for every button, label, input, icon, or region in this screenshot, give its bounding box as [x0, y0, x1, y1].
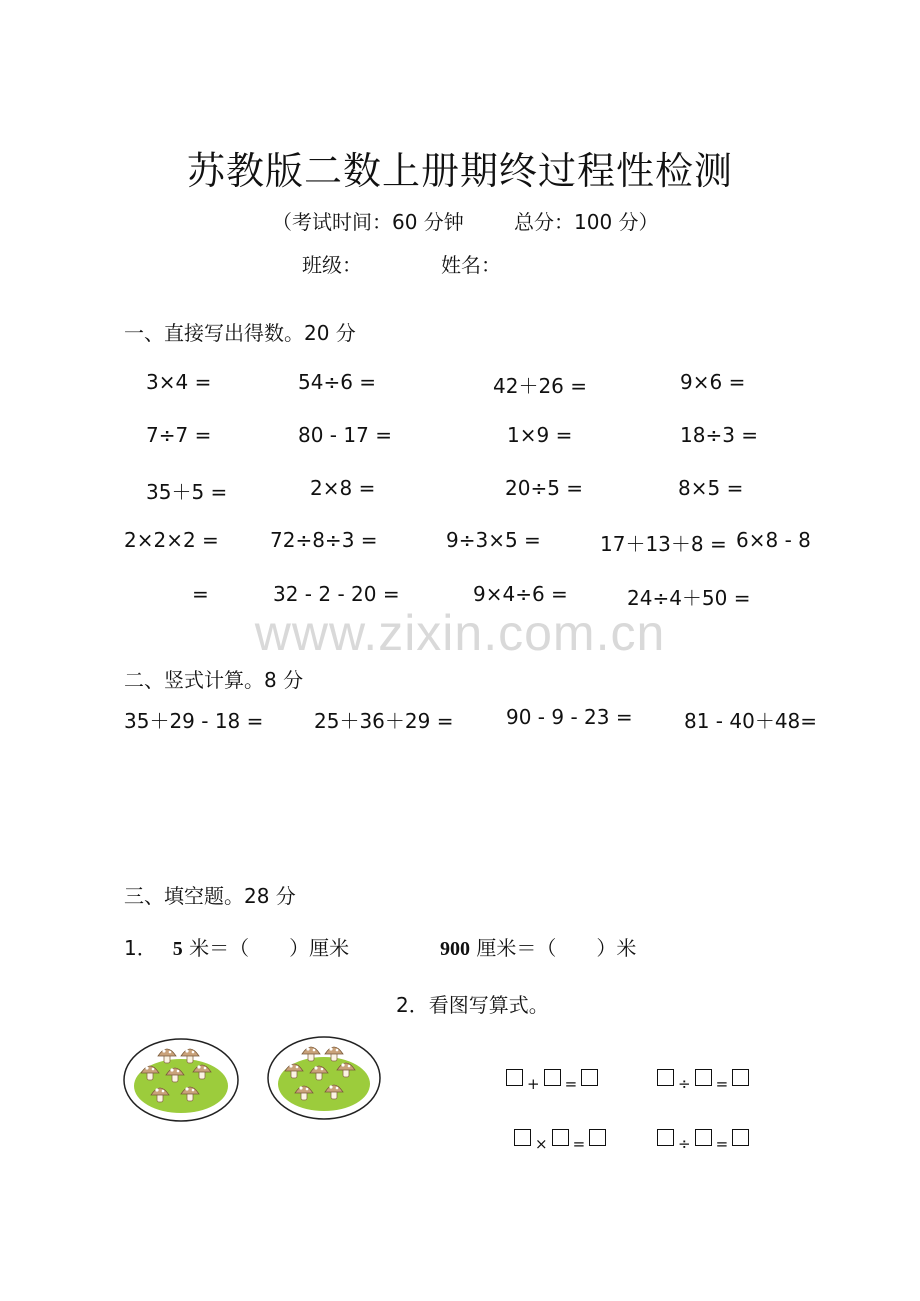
- calc-item: 6×8 - 8: [736, 528, 811, 552]
- equation-4: [657, 1126, 749, 1153]
- operator: ×: [535, 1135, 548, 1153]
- section1-heading: 一、直接写出得数。20 分: [124, 321, 356, 345]
- calc-item: 80 - 17 =: [298, 423, 392, 447]
- mushroom-plate-2: [266, 1035, 382, 1121]
- vertical-calc-item: 35＋29 - 18 =: [124, 709, 264, 733]
- calc-item: 32 - 2 - 20 =: [273, 582, 400, 606]
- calc-item: 35＋5 =: [146, 480, 228, 504]
- mushroom-spot: [162, 1090, 165, 1093]
- mushroom-spot: [170, 1068, 173, 1071]
- question-2-text: 2．看图写算式。: [396, 993, 549, 1017]
- mushroom-spot: [306, 1088, 309, 1091]
- mushroom-spot: [321, 1068, 324, 1071]
- vertical-calc-item: 90 - 9 - 23 =: [506, 705, 633, 729]
- mushroom-spot: [329, 1047, 332, 1050]
- calc-item: 17＋13＋8 =: [600, 532, 727, 556]
- question-1b-text: 厘米＝（ ）米: [470, 936, 637, 960]
- mushroom-spot: [185, 1087, 188, 1090]
- mushroom-spot: [348, 1065, 351, 1068]
- operator: +: [527, 1075, 540, 1093]
- calc-item: 20÷5 =: [505, 476, 584, 500]
- value-900: 900: [440, 938, 470, 960]
- calc-item: 9×4÷6 =: [473, 582, 568, 606]
- calc-item: 8×5 =: [678, 476, 744, 500]
- mushroom-spot: [192, 1051, 195, 1054]
- mushroom-spot: [341, 1063, 344, 1066]
- mushroom-spot: [185, 1049, 188, 1052]
- calc-item: 42＋26 =: [493, 374, 588, 398]
- mushroom-spot: [169, 1051, 172, 1054]
- operator: ÷: [678, 1135, 691, 1153]
- calc-item: 2×8 =: [310, 476, 376, 500]
- answer-box[interactable]: [732, 1069, 749, 1086]
- operator: ÷: [678, 1075, 691, 1093]
- section2-heading: 二、竖式计算。8 分: [124, 668, 304, 692]
- mushroom-spot: [336, 1049, 339, 1052]
- equation-1: [506, 1066, 598, 1093]
- answer-box[interactable]: [552, 1129, 569, 1146]
- watermark: www.zixin.com.cn: [254, 605, 666, 661]
- equation-2: [657, 1066, 749, 1093]
- calc-item: 18÷3 =: [680, 423, 759, 447]
- mushroom-spot: [192, 1089, 195, 1092]
- mushroom-spot: [177, 1070, 180, 1073]
- vertical-calc-item: 81 - 40＋48=: [684, 709, 818, 733]
- mushroom-spot: [313, 1049, 316, 1052]
- calc-item: 72÷8÷3 =: [270, 528, 378, 552]
- calc-item: 24÷4＋50 =: [627, 586, 751, 610]
- equals-sign: =: [564, 1075, 578, 1093]
- equals-sign: =: [572, 1135, 586, 1153]
- answer-box[interactable]: [657, 1069, 674, 1086]
- name-label: 姓名：: [441, 253, 501, 277]
- answer-box[interactable]: [514, 1129, 531, 1146]
- answer-box[interactable]: [657, 1129, 674, 1146]
- mushroom-spot: [162, 1049, 165, 1052]
- exam-time: （考试时间：60 分钟: [272, 210, 464, 234]
- calc-item: 3×4 =: [146, 370, 212, 394]
- equals-sign: =: [715, 1135, 729, 1153]
- question-1-b: [440, 932, 636, 961]
- calc-item: 7÷7 =: [146, 423, 212, 447]
- mushroom-spot: [289, 1064, 292, 1067]
- answer-box[interactable]: [732, 1129, 749, 1146]
- mushroom-spot: [197, 1065, 200, 1068]
- mushroom-spot: [306, 1047, 309, 1050]
- calc-item: 1×9 =: [507, 423, 573, 447]
- vertical-calc-item: 25＋36＋29 =: [314, 709, 454, 733]
- calc-item: =: [192, 582, 209, 606]
- mushroom-spot: [296, 1066, 299, 1069]
- equals-sign: =: [715, 1075, 729, 1093]
- answer-box[interactable]: [695, 1069, 712, 1086]
- answer-box[interactable]: [695, 1129, 712, 1146]
- value-5: 5: [172, 938, 183, 960]
- mushroom-spot: [314, 1066, 317, 1069]
- calc-item: 54÷6 =: [298, 370, 377, 394]
- answer-box[interactable]: [544, 1069, 561, 1086]
- page-title: 苏教版二数上册期终过程性检测: [186, 149, 733, 193]
- mushroom-spot: [299, 1086, 302, 1089]
- mushroom-spot: [329, 1085, 332, 1088]
- mushroom-spot: [152, 1068, 155, 1071]
- mushroom-spot: [155, 1088, 158, 1091]
- calc-item: 9×6 =: [680, 370, 746, 394]
- mushroom-spot: [336, 1087, 339, 1090]
- mushroom-spot: [145, 1066, 148, 1069]
- calc-item: 9÷3×5 =: [446, 528, 541, 552]
- answer-box[interactable]: [581, 1069, 598, 1086]
- answer-box[interactable]: [506, 1069, 523, 1086]
- question-1-a: [124, 932, 349, 961]
- class-label: 班级：: [302, 253, 362, 277]
- answer-box[interactable]: [589, 1129, 606, 1146]
- mushroom-spot: [204, 1067, 207, 1070]
- question-1a-text: 米＝（ ）厘米: [182, 936, 350, 960]
- equation-3: [514, 1126, 606, 1153]
- exam-total: 总分：100 分）: [514, 210, 659, 234]
- calc-item: 2×2×2 =: [124, 528, 219, 552]
- mushroom-plate-1: [122, 1037, 240, 1123]
- question-number: 1．: [124, 936, 157, 960]
- section3-heading: 三、填空题。28 分: [124, 884, 296, 908]
